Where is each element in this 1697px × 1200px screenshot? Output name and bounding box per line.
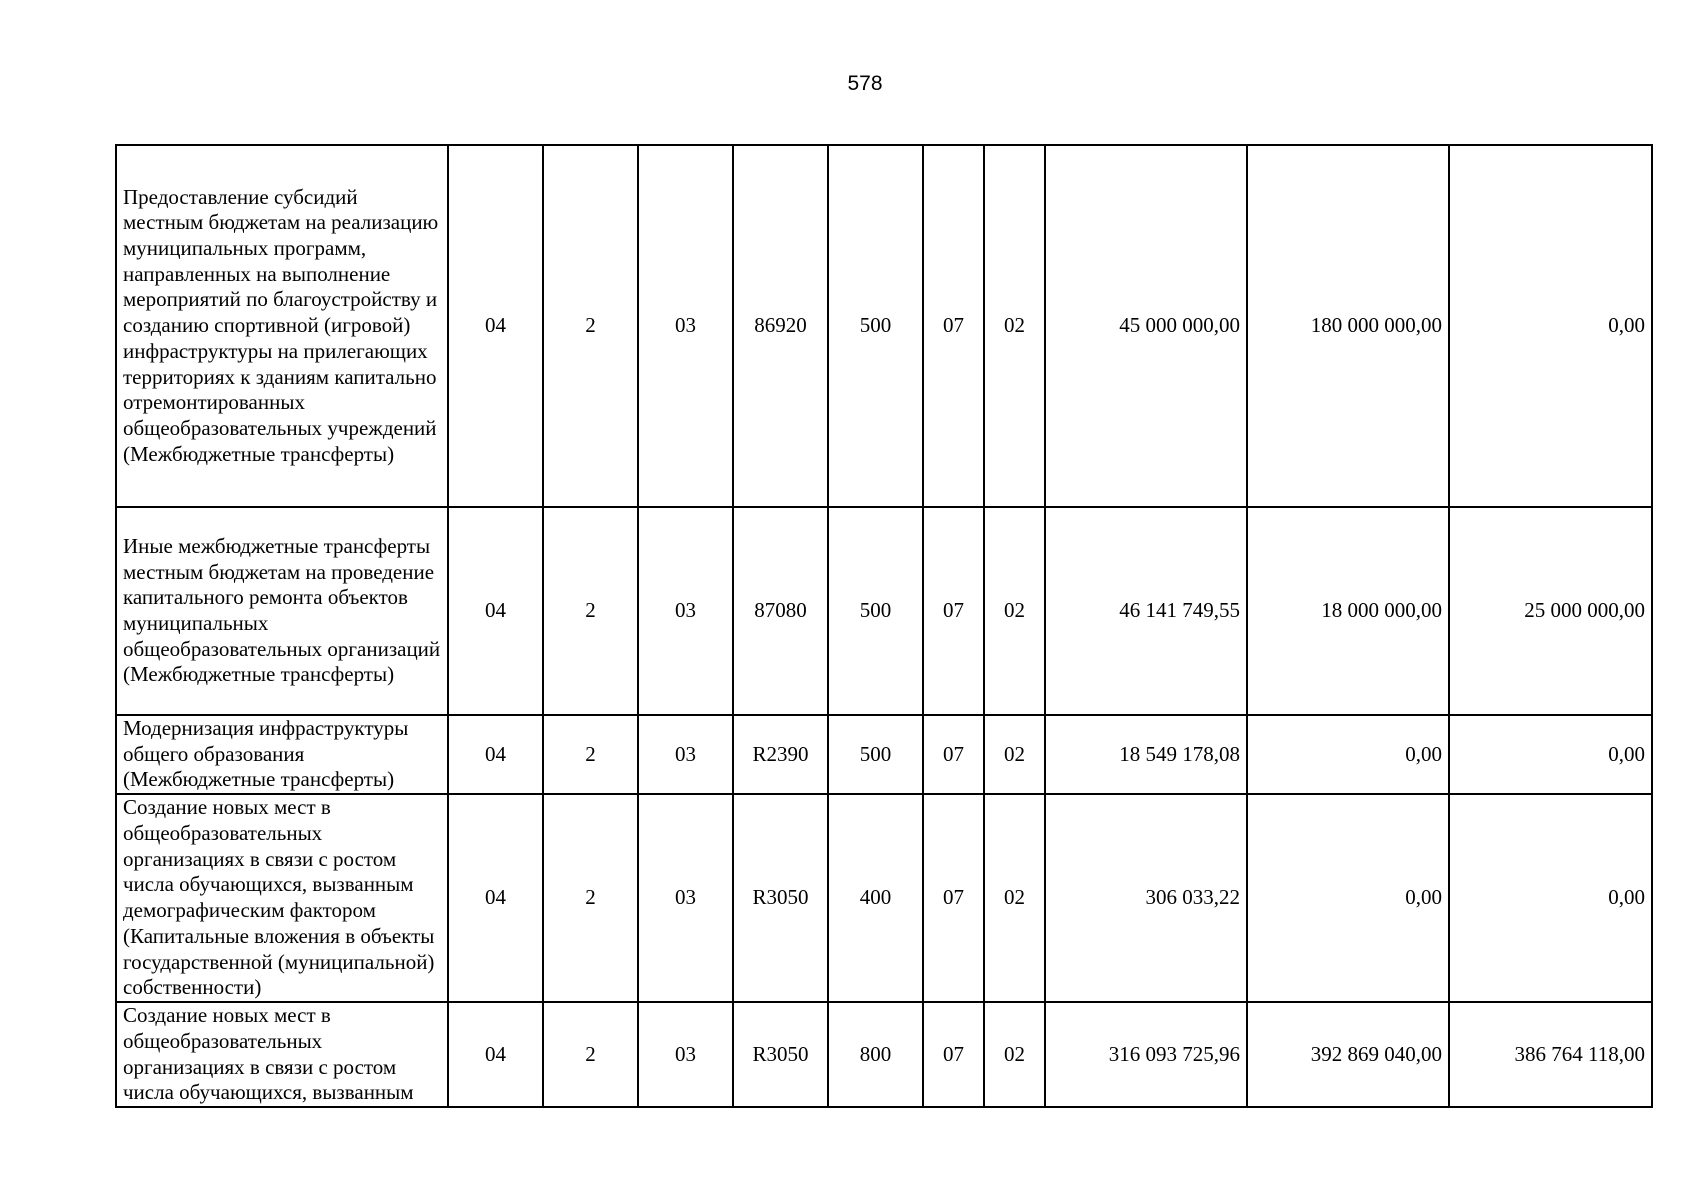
amount-2: 18 000 000,00 — [1247, 507, 1449, 715]
measure-code: 03 — [638, 794, 733, 1002]
expense-type-code: 800 — [828, 1002, 923, 1107]
amount-1: 46 141 749,55 — [1045, 507, 1247, 715]
measure-code: 03 — [638, 507, 733, 715]
table-row — [116, 794, 1652, 1002]
section-code: 07 — [923, 794, 984, 1002]
amount-3: 0,00 — [1449, 145, 1652, 507]
amount-3: 386 764 118,00 — [1449, 1002, 1652, 1107]
measure-code: 03 — [638, 145, 733, 507]
direction-code: R3050 — [733, 794, 828, 1002]
row-name: Создание новых мест в общеобразовательных организациях в связи с ростом числа обучающихся, вызванным — [116, 1002, 448, 1107]
table-row — [116, 507, 1652, 715]
program-code: 04 — [448, 1002, 543, 1107]
subprogram-code: 2 — [543, 507, 638, 715]
amount-1: 316 093 725,96 — [1045, 1002, 1247, 1107]
row-name: Модернизация инфраструктуры общего образования (Межбюджетные трансферты) — [116, 715, 448, 794]
expense-type-code: 400 — [828, 794, 923, 1002]
row-name: Создание новых мест в общеобразовательных организациях в связи с ростом числа обучающихся, вызванным демографическим фактором (Капитальные вложения в объекты государственной (муниципальной) собственности) — [116, 794, 448, 1002]
expense-type-code: 500 — [828, 715, 923, 794]
direction-code: R2390 — [733, 715, 828, 794]
amount-3: 0,00 — [1449, 715, 1652, 794]
measure-code: 03 — [638, 1002, 733, 1107]
expense-type-code: 500 — [828, 507, 923, 715]
row-name: Предоставление субсидий местным бюджетам на реализацию муниципальных программ, направленных на выполнение мероприятий по благоустройству и созданию спортивной (игровой) инфраструктуры на прилегающих территориях к зданиям капитально отремонтированных общеобразовательных учреждений (Межбюджетные трансферты) — [116, 145, 448, 507]
section-code: 07 — [923, 715, 984, 794]
subprogram-code: 2 — [543, 145, 638, 507]
page-number: 578 — [847, 72, 883, 95]
amount-1: 306 033,22 — [1045, 794, 1247, 1002]
subprogram-code: 2 — [543, 715, 638, 794]
subsection-code: 02 — [984, 715, 1045, 794]
direction-code: R3050 — [733, 1002, 828, 1107]
program-code: 04 — [448, 715, 543, 794]
section-code: 07 — [923, 1002, 984, 1107]
subsection-code: 02 — [984, 794, 1045, 1002]
section-code: 07 — [923, 507, 984, 715]
amount-2: 180 000 000,00 — [1247, 145, 1449, 507]
amount-3: 0,00 — [1449, 794, 1652, 1002]
amount-1: 45 000 000,00 — [1045, 145, 1247, 507]
measure-code: 03 — [638, 715, 733, 794]
budget-table — [115, 144, 1653, 1108]
program-code: 04 — [448, 145, 543, 507]
program-code: 04 — [448, 794, 543, 1002]
table-row — [116, 715, 1652, 794]
subsection-code: 02 — [984, 145, 1045, 507]
section-code: 07 — [923, 145, 984, 507]
subsection-code: 02 — [984, 1002, 1045, 1107]
table-row — [116, 1002, 1652, 1107]
amount-3: 25 000 000,00 — [1449, 507, 1652, 715]
row-name: Иные межбюджетные трансферты местным бюджетам на проведение капитального ремонта объектов муниципальных общеобразовательных организаций (Межбюджетные трансферты) — [116, 507, 448, 715]
amount-2: 392 869 040,00 — [1247, 1002, 1449, 1107]
subprogram-code: 2 — [543, 794, 638, 1002]
subprogram-code: 2 — [543, 1002, 638, 1107]
amount-1: 18 549 178,08 — [1045, 715, 1247, 794]
amount-2: 0,00 — [1247, 715, 1449, 794]
table-row — [116, 145, 1652, 507]
subsection-code: 02 — [984, 507, 1045, 715]
expense-type-code: 500 — [828, 145, 923, 507]
program-code: 04 — [448, 507, 543, 715]
direction-code: 86920 — [733, 145, 828, 507]
amount-2: 0,00 — [1247, 794, 1449, 1002]
direction-code: 87080 — [733, 507, 828, 715]
